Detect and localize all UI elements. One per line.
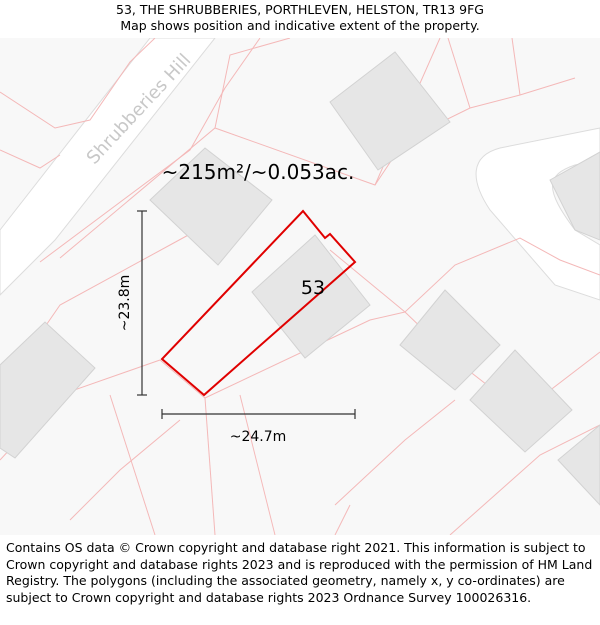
building xyxy=(558,425,600,505)
parcel-line xyxy=(215,38,290,128)
parcel-line xyxy=(335,505,350,535)
parcel-line xyxy=(512,38,520,95)
height-dimension-label: ~23.8m xyxy=(117,274,133,332)
parcel-line xyxy=(335,400,455,505)
building xyxy=(330,52,450,170)
area-label: ~215m²/~0.053ac. xyxy=(161,160,355,184)
house-number-label: 53 xyxy=(300,277,326,299)
building xyxy=(400,290,500,390)
parcel-line xyxy=(448,38,470,108)
property-address: 53, THE SHRUBBERIES, PORTHLEVEN, HELSTON, TR13 9FG xyxy=(116,2,484,17)
copyright-notice: Contains OS data © Crown copyright and database right 2021. This information is subject to Crown copyright and database rights 2023 and is reproduced with the permission of HM Land Registry. The polygons (including the associated geometry, namely x, y co-ordinates) are subject to Crown copyright and database rights 2023 Ordnance Survey 100026316. xyxy=(6,540,593,605)
property-map[interactable] xyxy=(0,38,600,535)
parcel-line xyxy=(205,398,215,535)
map-header xyxy=(0,0,600,40)
parcel-line xyxy=(240,395,275,535)
map-subtitle: Map shows position and indicative extent of the property. xyxy=(120,18,480,33)
map-canvas xyxy=(0,38,600,535)
building xyxy=(470,350,572,452)
parcel-line xyxy=(70,420,180,520)
building xyxy=(0,322,95,458)
width-dimension-label: ~24.7m xyxy=(229,429,287,445)
parcel-line xyxy=(110,395,155,535)
street-name-label: Shrubberies Hill xyxy=(82,49,196,169)
